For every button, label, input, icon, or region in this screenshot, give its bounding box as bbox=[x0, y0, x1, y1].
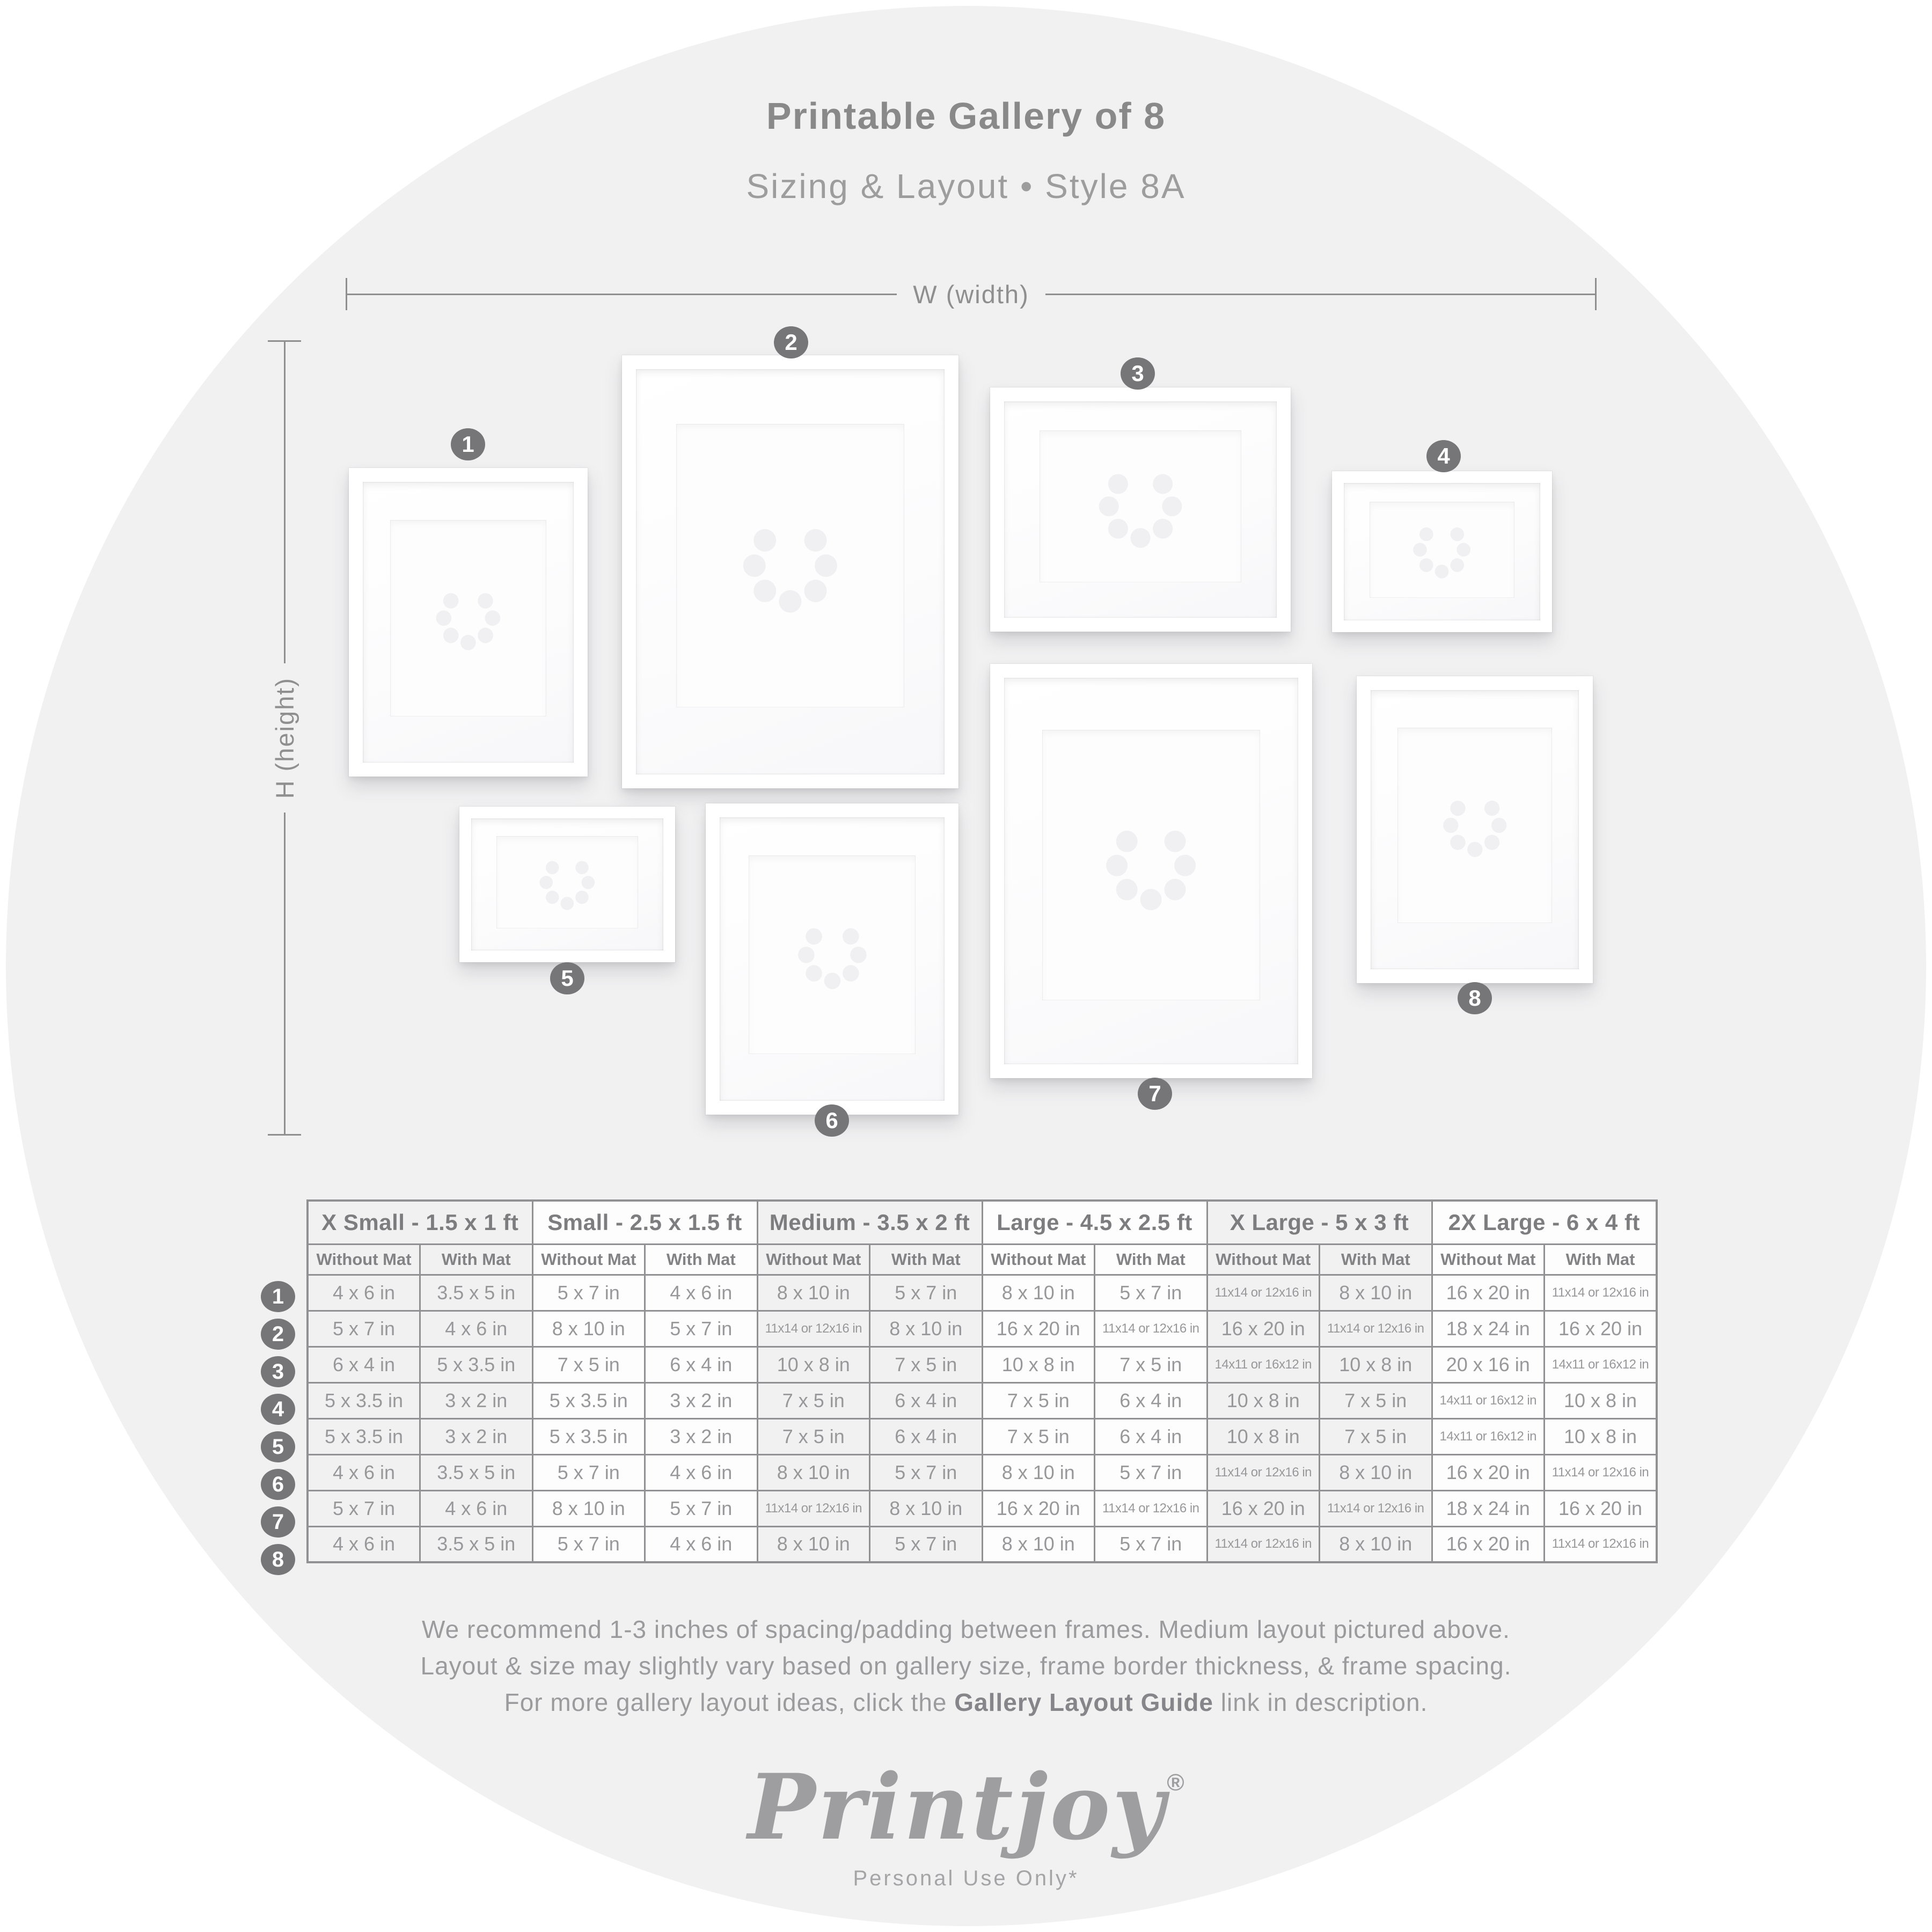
frame-6 bbox=[706, 803, 958, 1115]
footer-line-3-suffix: link in description. bbox=[1213, 1688, 1428, 1716]
column-group-header: 2X Large - 6 x 4 ft bbox=[1432, 1201, 1657, 1244]
gallery-layout-guide-link: Gallery Layout Guide bbox=[954, 1688, 1213, 1716]
table-row bbox=[308, 1418, 1657, 1454]
frame-2 bbox=[622, 355, 958, 788]
dimension-tick bbox=[268, 1134, 301, 1136]
subheader-with-mat: With Mat bbox=[870, 1244, 983, 1275]
printjoy-logo bbox=[0, 1754, 1932, 1860]
size-cell: 8 x 10 in bbox=[1320, 1526, 1432, 1562]
column-group-header: Large - 4.5 x 2.5 ft bbox=[982, 1201, 1207, 1244]
size-cell: 8 x 10 in bbox=[757, 1454, 870, 1490]
size-cell: 5 x 7 in bbox=[532, 1526, 645, 1562]
size-cell: 8 x 10 in bbox=[532, 1311, 645, 1346]
size-cell: 5 x 7 in bbox=[870, 1526, 983, 1562]
size-cell: 7 x 5 in bbox=[757, 1382, 870, 1418]
footer-line-2: Layout & size may slightly vary based on gallery size, frame border thickness, & frame spacing. bbox=[420, 1652, 1512, 1680]
size-cell: 4 x 6 in bbox=[645, 1275, 758, 1311]
size-cell: 5 x 3.5 in bbox=[308, 1418, 420, 1454]
size-cell: 8 x 10 in bbox=[757, 1275, 870, 1311]
frame-number-badge: 7 bbox=[1138, 1078, 1172, 1110]
column-group-header: X Small - 1.5 x 1 ft bbox=[308, 1201, 532, 1244]
size-cell: 20 x 16 in bbox=[1432, 1346, 1545, 1382]
size-cell: 11x14 or 12x16 in bbox=[1095, 1490, 1208, 1526]
frame-mat bbox=[636, 369, 945, 774]
size-cell: 5 x 7 in bbox=[645, 1311, 758, 1346]
size-cell: 11x14 or 12x16 in bbox=[1320, 1490, 1432, 1526]
size-cell: 10 x 8 in bbox=[1207, 1382, 1320, 1418]
frame-number-badge: 2 bbox=[774, 326, 808, 358]
size-cell: 11x14 or 12x16 in bbox=[1545, 1275, 1657, 1311]
frame-print-area bbox=[1042, 730, 1260, 1000]
size-cell: 8 x 10 in bbox=[1320, 1275, 1432, 1311]
size-cell: 11x14 or 12x16 in bbox=[1545, 1526, 1657, 1562]
size-cell: 16 x 20 in bbox=[1207, 1490, 1320, 1526]
frame-mat bbox=[1004, 401, 1277, 618]
frame-number-badge: 8 bbox=[1458, 982, 1492, 1014]
size-cell: 5 x 7 in bbox=[308, 1490, 420, 1526]
height-label: H (height) bbox=[270, 677, 299, 799]
size-cell: 10 x 8 in bbox=[1545, 1382, 1657, 1418]
frame-mat bbox=[1371, 690, 1579, 969]
frame-mat bbox=[1004, 678, 1298, 1064]
size-cell: 8 x 10 in bbox=[870, 1311, 983, 1346]
size-cell: 4 x 6 in bbox=[308, 1526, 420, 1562]
placeholder-dots-icon bbox=[784, 872, 881, 1038]
frame-4 bbox=[1332, 471, 1552, 632]
table-row bbox=[308, 1382, 1657, 1418]
page-title: Printable Gallery of 8 bbox=[766, 95, 1166, 137]
size-cell: 8 x 10 in bbox=[1320, 1454, 1432, 1490]
size-cell: 16 x 20 in bbox=[1545, 1311, 1657, 1346]
size-cell: 7 x 5 in bbox=[1320, 1382, 1432, 1418]
size-cell: 8 x 10 in bbox=[982, 1526, 1095, 1562]
size-cell: 16 x 20 in bbox=[1207, 1311, 1320, 1346]
frame-5 bbox=[459, 807, 675, 962]
table-row bbox=[308, 1454, 1657, 1490]
footer-line-3 bbox=[0, 1684, 1932, 1721]
frame-mat bbox=[1344, 483, 1540, 620]
size-cell: 14x11 or 16x12 in bbox=[1545, 1346, 1657, 1382]
size-cell: 5 x 7 in bbox=[532, 1275, 645, 1311]
footer-note bbox=[0, 1611, 1932, 1721]
size-cell: 5 x 3.5 in bbox=[308, 1382, 420, 1418]
size-cell: 5 x 3.5 in bbox=[420, 1346, 533, 1382]
subheader-without-mat: Without Mat bbox=[308, 1244, 420, 1275]
row-number-badge: 4 bbox=[261, 1394, 295, 1425]
size-cell: 14x11 or 16x12 in bbox=[1207, 1346, 1320, 1382]
size-cell: 7 x 5 in bbox=[1320, 1418, 1432, 1454]
placeholder-dots-icon bbox=[1082, 443, 1199, 570]
size-cell: 3 x 2 in bbox=[420, 1382, 533, 1418]
frame-mat bbox=[363, 482, 574, 763]
subheader-with-mat: With Mat bbox=[1320, 1244, 1432, 1275]
placeholder-dots-icon bbox=[724, 447, 857, 685]
frame-print-area bbox=[1370, 502, 1515, 598]
table-row bbox=[308, 1490, 1657, 1526]
size-cell: 10 x 8 in bbox=[982, 1346, 1095, 1382]
placeholder-dots-icon bbox=[1430, 743, 1520, 908]
footer-line-3-prefix: For more gallery layout ideas, click the bbox=[504, 1688, 955, 1716]
frame-number-badge: 4 bbox=[1426, 440, 1461, 472]
size-cell: 4 x 6 in bbox=[645, 1526, 758, 1562]
size-cell: 5 x 3.5 in bbox=[532, 1418, 645, 1454]
frame-print-area bbox=[496, 836, 639, 928]
size-cell: 6 x 4 in bbox=[645, 1346, 758, 1382]
page-subtitle: Sizing & Layout • Style 8A bbox=[746, 167, 1186, 206]
subheader-with-mat: With Mat bbox=[645, 1244, 758, 1275]
table-row bbox=[308, 1311, 1657, 1346]
dimension-line bbox=[347, 294, 897, 295]
frame-number-badge: 5 bbox=[550, 962, 584, 994]
size-cell: 5 x 7 in bbox=[1095, 1275, 1208, 1311]
frame-3 bbox=[990, 387, 1291, 632]
size-cell: 5 x 7 in bbox=[308, 1311, 420, 1346]
subheader-with-mat: With Mat bbox=[420, 1244, 533, 1275]
size-cell: 5 x 7 in bbox=[1095, 1526, 1208, 1562]
size-cell: 7 x 5 in bbox=[532, 1346, 645, 1382]
size-cell: 3 x 2 in bbox=[645, 1418, 758, 1454]
size-cell: 7 x 5 in bbox=[982, 1382, 1095, 1418]
size-cell: 3.5 x 5 in bbox=[420, 1454, 533, 1490]
size-cell: 8 x 10 in bbox=[757, 1526, 870, 1562]
size-cell: 6 x 4 in bbox=[308, 1346, 420, 1382]
row-number-badge: 5 bbox=[261, 1431, 295, 1462]
size-cell: 6 x 4 in bbox=[870, 1418, 983, 1454]
frame-print-area bbox=[676, 424, 905, 708]
size-cell: 16 x 20 in bbox=[1432, 1454, 1545, 1490]
size-cell: 10 x 8 in bbox=[757, 1346, 870, 1382]
size-cell: 5 x 7 in bbox=[645, 1490, 758, 1526]
subheader-with-mat: With Mat bbox=[1095, 1244, 1208, 1275]
size-cell: 5 x 3.5 in bbox=[532, 1382, 645, 1418]
size-cell: 6 x 4 in bbox=[870, 1382, 983, 1418]
size-cell: 5 x 7 in bbox=[870, 1454, 983, 1490]
size-table bbox=[306, 1199, 1658, 1563]
logo-wordmark: Printjoy bbox=[748, 1754, 1167, 1860]
size-cell: 6 x 4 in bbox=[1095, 1418, 1208, 1454]
width-dimension-guide bbox=[346, 278, 1597, 310]
size-cell: 8 x 10 in bbox=[532, 1490, 645, 1526]
table-row bbox=[308, 1526, 1657, 1562]
width-label: W (width) bbox=[913, 280, 1029, 309]
dimension-line bbox=[284, 813, 286, 1134]
placeholder-dots-icon bbox=[423, 536, 514, 701]
row-number-badge: 3 bbox=[261, 1356, 295, 1387]
size-cell: 11x14 or 12x16 in bbox=[1545, 1454, 1657, 1490]
size-cell: 18 x 24 in bbox=[1432, 1311, 1545, 1346]
size-cell: 4 x 6 in bbox=[308, 1454, 420, 1490]
size-cell: 10 x 8 in bbox=[1320, 1346, 1432, 1382]
table-subheader-row bbox=[308, 1244, 1657, 1275]
size-cell: 8 x 10 in bbox=[982, 1275, 1095, 1311]
size-cell: 11x14 or 12x16 in bbox=[1207, 1454, 1320, 1490]
size-cell: 10 x 8 in bbox=[1207, 1418, 1320, 1454]
frame-1 bbox=[349, 468, 588, 777]
registered-mark: ® bbox=[1167, 1769, 1184, 1796]
size-cell: 3 x 2 in bbox=[645, 1382, 758, 1418]
table-row bbox=[308, 1346, 1657, 1382]
frame-print-area bbox=[1397, 728, 1552, 923]
size-cell: 4 x 6 in bbox=[420, 1490, 533, 1526]
row-number-badge: 2 bbox=[261, 1319, 295, 1350]
size-cell: 11x14 or 12x16 in bbox=[757, 1490, 870, 1526]
size-cell: 8 x 10 in bbox=[982, 1454, 1095, 1490]
column-group-header: Medium - 3.5 x 2 ft bbox=[757, 1201, 982, 1244]
column-group-header: X Large - 5 x 3 ft bbox=[1207, 1201, 1432, 1244]
row-number-badge: 7 bbox=[261, 1506, 295, 1538]
size-cell: 6 x 4 in bbox=[1095, 1382, 1208, 1418]
placeholder-dots-icon bbox=[526, 844, 609, 921]
size-cell: 7 x 5 in bbox=[870, 1346, 983, 1382]
dimension-tick bbox=[1595, 278, 1597, 310]
size-cell: 4 x 6 in bbox=[420, 1311, 533, 1346]
subheader-with-mat: With Mat bbox=[1545, 1244, 1657, 1275]
dimension-line bbox=[1045, 294, 1595, 295]
frame-mat bbox=[471, 818, 663, 950]
frame-print-area bbox=[749, 855, 915, 1054]
table-row bbox=[308, 1275, 1657, 1311]
size-cell: 3.5 x 5 in bbox=[420, 1526, 533, 1562]
size-cell: 7 x 5 in bbox=[757, 1418, 870, 1454]
dimension-line bbox=[284, 342, 286, 663]
subheader-without-mat: Without Mat bbox=[982, 1244, 1095, 1275]
size-cell: 18 x 24 in bbox=[1432, 1490, 1545, 1526]
size-cell: 11x14 or 12x16 in bbox=[1207, 1275, 1320, 1311]
size-cell: 8 x 10 in bbox=[870, 1490, 983, 1526]
size-cell: 14x11 or 16x12 in bbox=[1432, 1418, 1545, 1454]
frame-number-badge: 6 bbox=[815, 1104, 849, 1137]
size-cell: 11x14 or 12x16 in bbox=[757, 1311, 870, 1346]
size-cell: 11x14 or 12x16 in bbox=[1207, 1526, 1320, 1562]
row-number-badge: 1 bbox=[261, 1281, 295, 1312]
frame-8 bbox=[1357, 676, 1593, 983]
frame-print-area bbox=[390, 520, 546, 716]
row-number-badge: 6 bbox=[261, 1469, 295, 1500]
size-cell: 11x14 or 12x16 in bbox=[1095, 1311, 1208, 1346]
frame-number-badge: 3 bbox=[1121, 357, 1155, 390]
subheader-without-mat: Without Mat bbox=[1432, 1244, 1545, 1275]
height-dimension-guide bbox=[268, 340, 301, 1136]
size-cell: 5 x 7 in bbox=[1095, 1454, 1208, 1490]
subheader-without-mat: Without Mat bbox=[757, 1244, 870, 1275]
row-number-badge: 8 bbox=[261, 1544, 295, 1575]
size-cell: 16 x 20 in bbox=[1545, 1490, 1657, 1526]
size-cell: 7 x 5 in bbox=[982, 1418, 1095, 1454]
size-cell: 16 x 20 in bbox=[982, 1311, 1095, 1346]
footer-line-1: We recommend 1-3 inches of spacing/padding between frames. Medium layout pictured above. bbox=[422, 1615, 1510, 1643]
subheader-without-mat: Without Mat bbox=[1207, 1244, 1320, 1275]
size-cell: 7 x 5 in bbox=[1095, 1346, 1208, 1382]
size-cell: 4 x 6 in bbox=[308, 1275, 420, 1311]
frame-mat bbox=[720, 817, 945, 1101]
size-cell: 16 x 20 in bbox=[1432, 1526, 1545, 1562]
size-cell: 5 x 7 in bbox=[870, 1275, 983, 1311]
frame-number-badge: 1 bbox=[451, 428, 485, 460]
size-cell: 4 x 6 in bbox=[645, 1454, 758, 1490]
column-group-header: Small - 2.5 x 1.5 ft bbox=[532, 1201, 757, 1244]
placeholder-dots-icon bbox=[1088, 752, 1214, 979]
size-cell: 11x14 or 12x16 in bbox=[1320, 1311, 1432, 1346]
logo-tagline: Personal Use Only* bbox=[853, 1867, 1079, 1890]
size-cell: 16 x 20 in bbox=[982, 1490, 1095, 1526]
frame-7 bbox=[990, 664, 1312, 1078]
table-group-header-row bbox=[308, 1201, 1657, 1244]
size-cell: 5 x 7 in bbox=[532, 1454, 645, 1490]
size-cell: 14x11 or 16x12 in bbox=[1432, 1382, 1545, 1418]
subheader-without-mat: Without Mat bbox=[532, 1244, 645, 1275]
size-cell: 3.5 x 5 in bbox=[420, 1275, 533, 1311]
size-cell: 16 x 20 in bbox=[1432, 1275, 1545, 1311]
size-cell: 3 x 2 in bbox=[420, 1418, 533, 1454]
frame-print-area bbox=[1040, 430, 1241, 582]
size-cell: 10 x 8 in bbox=[1545, 1418, 1657, 1454]
placeholder-dots-icon bbox=[1400, 509, 1484, 590]
